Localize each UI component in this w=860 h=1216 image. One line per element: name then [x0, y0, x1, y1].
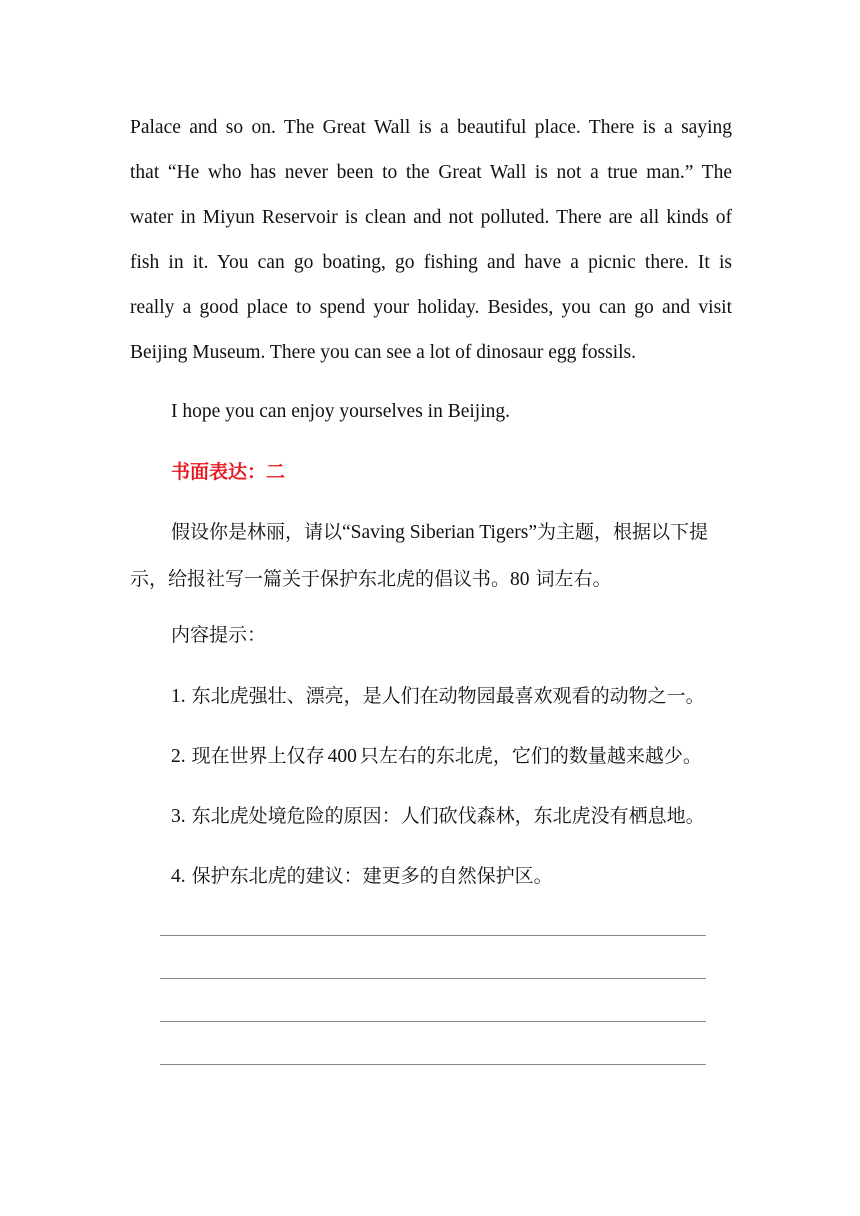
hint-item: 4. 保护东北虎的建议：建更多的自然保护区。	[171, 865, 553, 887]
letter-line: Palace and so on. The Great Wall is a beautiful place. There is a saying	[130, 117, 732, 138]
writing-line[interactable]	[160, 978, 706, 979]
section-title: 书面表达：二	[171, 461, 286, 483]
letter-paragraph	[130, 105, 732, 375]
task-line-2: 示，给报社写一篇关于保护东北虎的倡议书。80 词左右。	[130, 568, 612, 590]
hint-item: 1. 东北虎强壮、漂亮，是人们在动物园最喜欢观看的动物之一。	[171, 685, 705, 707]
letter-line: fish in it. You can go boating, go fishing and have a picnic there. It is	[130, 252, 732, 273]
hint-item: 3. 东北虎处境危险的原因：人们砍伐森林，东北虎没有栖息地。	[171, 805, 705, 827]
writing-line[interactable]	[160, 1064, 706, 1065]
letter-line: that “He who has never been to the Great Wall is not a true man.” The	[130, 162, 732, 183]
letter-line: water in Miyun Reservoir is clean and not polluted. There are all kinds of	[130, 207, 732, 228]
task-description	[130, 509, 732, 603]
letter-line: Beijing Museum. There you can see a lot of dinosaur egg fossils.	[130, 342, 637, 363]
letter-line: really a good place to spend your holiday. Besides, you can go and visit	[130, 297, 732, 318]
writing-line[interactable]	[160, 1021, 706, 1022]
task-line-1: 假设你是林丽，请以“Saving Siberian Tigers”为主题，根据以下提	[171, 521, 709, 543]
hint-item: 2. 现在世界上仅存 400 只左右的东北虎，它们的数量越来越少。	[171, 745, 702, 767]
writing-line[interactable]	[160, 935, 706, 936]
hints-label: 内容提示：	[171, 624, 267, 646]
letter-closing: I hope you can enjoy yourselves in Beijing.	[171, 401, 511, 422]
